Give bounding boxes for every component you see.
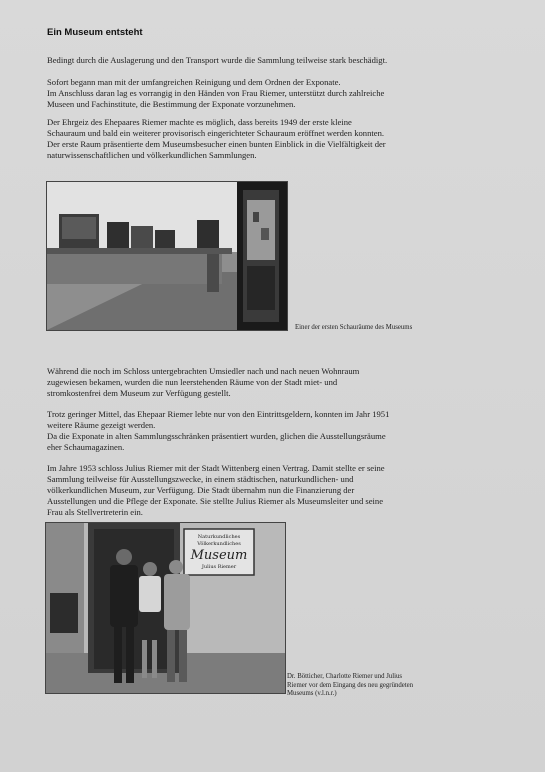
paragraph-6: Im Jahre 1953 schloss Julius Riemer mit der Stadt Wittenberg einen Vertrag. Damit stellte er seine Sammlung teilweise für Ausstellungszwecke, in einem städtischen, naturkundlichen- und völkerkundlichen Museum, zur Verfügung. Die Stadt übernahm nun die Finanzierung der Ausstellungen und die Pflege der Exponate. Sie stellte Julius Riemer als Museumsleiter und seine Frau als Stellvertreterin ein. [47, 463, 385, 517]
museum-entrance-photo [45, 522, 286, 694]
photo-1-caption: Einer der ersten Schauräume des Museums [295, 324, 413, 331]
paragraph-3: Der Ehrgeiz des Ehepaares Riemer machte es möglich, dass bereits 1949 der erste kleine Schauraum und bald ein weiterer provisorisch eingerichteter Schauraum eröffnet werden konnten. Der erste Raum präsentierte dem Museumsbesucher einen bunten Einblick in die Vielfältigkeit der naturwissenschaftlichen und völkerkundlichen Sammlungen. [47, 117, 386, 160]
paragraph-4: Während die noch im Schloss untergebrachten Umsiedler nach und nach neuen Wohnraum zugewiesen bekamen, wurden die nun leerstehenden Räume von der Stadt miet- und stromkostenfrei dem Museum zur Verfügung gestellt. [47, 366, 360, 398]
paragraph-2: Sofort begann man mit der umfangreichen Reinigung und dem Ordnen der Exponate. Im Anschluss daran lag es vorrangig in den Händen von Frau Riemer, unterstützt durch zahlreiche Museen und Fachinstitute, die Bestimmung der Exponate vorzunehmen. [47, 77, 385, 109]
sign-line-2: Völkerkundliches [197, 541, 241, 547]
sign-line-1: Naturkundliches [197, 534, 241, 540]
sign-line-3: Museum [190, 548, 248, 563]
paragraph-5: Trotz geringer Mittel, das Ehepaar Riemer lebte nur von den Eintrittsgeldern, konnten im Jahr 1951 weitere Räume gezeigt werden. Da die Exponate in alten Sammlungsschränken präsentiert wurden, glichen die Ausstellungsräume eher Schaumagazinen. [47, 409, 390, 452]
page-title: Ein Museum entsteht [47, 27, 143, 38]
paragraph-1: Bedingt durch die Auslagerung und den Transport wurde die Sammlung teilweise stark beschädigt. [47, 55, 388, 65]
sign-line-4: Julius Riemer [201, 564, 237, 570]
exhibition-room-photo [46, 181, 288, 331]
photo-2-caption: Dr. Bötticher, Charlotte Riemer und Julius Riemer vor dem Eingang des neu gegründeten Museums (v.l.n.r.) [287, 673, 414, 697]
